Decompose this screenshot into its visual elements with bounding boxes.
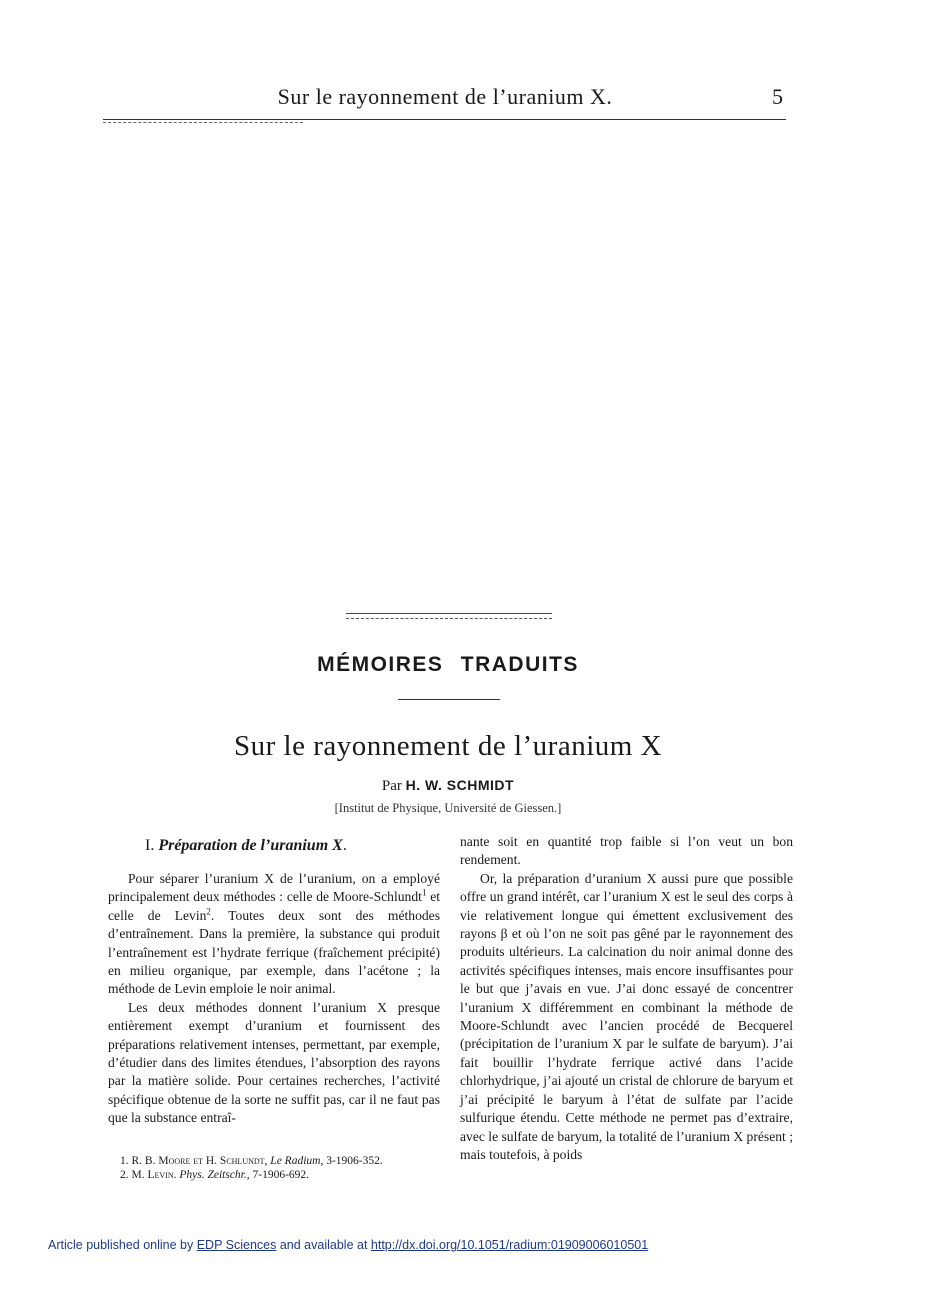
footnote-ref-1: 1 <box>421 887 427 898</box>
footnote-ref-2: 2 <box>206 906 211 917</box>
running-header-title: Sur le rayonnement de l’uranium X. <box>277 84 613 109</box>
subsection-trailing: . <box>342 837 347 854</box>
footnote-journal: Le Radium, <box>270 1155 324 1167</box>
edp-sciences-link[interactable]: EDP Sciences <box>196 1238 277 1252</box>
left-paragraph-2: Les deux méthodes donnent l’uranium X presque entièrement exempt d’uranium et fournissent des préparations relativement intenses, permettant, par exemple, d’étudier dans des limites étendues, l’absorption des rayons par la matière solide. Pour certaines recherches, l’activité spécifique obtenue de la sorte ne suffit pas, car il ne faut pas que la substance entraî- <box>108 999 440 1126</box>
footnote-reference: 3-1906-352. <box>326 1155 383 1167</box>
publisher-notice-text-middle: and available at <box>276 1238 371 1252</box>
subsection-heading <box>145 837 347 855</box>
publisher-notice-text: Article published online by <box>48 1238 197 1252</box>
header-rule-dashed <box>103 122 303 123</box>
left-paragraph-1-part-b: et celle de Levin <box>108 889 440 923</box>
section-heading: MÉMOIRES TRADUITS <box>317 653 579 676</box>
footnote-2 <box>120 1168 383 1182</box>
section-heading-rule <box>398 699 500 700</box>
publisher-notice <box>48 1238 648 1252</box>
footnote-authors: R. B. Moore et H. Schlundt, <box>131 1155 268 1167</box>
footnote-number: 1. <box>120 1155 129 1167</box>
left-paragraph-1-part-a: Pour séparer l’uranium X de l’uranium, on a employé principalement deux méthodes : celle de Moore-Schlundt <box>108 871 440 905</box>
footnotes <box>120 1154 383 1182</box>
doi-link[interactable]: http://dx.doi.org/10.1051/radium:01909006010501 <box>370 1238 649 1252</box>
section-ornament-rule <box>346 613 552 614</box>
footnote-1 <box>120 1154 383 1168</box>
header-rule <box>103 119 786 120</box>
section-ornament-rule-dashed <box>346 618 552 619</box>
author-name: H. W. SCHMIDT <box>405 777 515 793</box>
byline <box>0 777 896 795</box>
footnote-number: 2. <box>120 1169 129 1181</box>
author-affiliation: [Institut de Physique, Université de Giessen.] <box>334 801 562 815</box>
subsection-number: I. <box>145 837 155 854</box>
right-column <box>460 833 793 1164</box>
right-paragraph-continuation: nante soit en quantité trop faible si l’on veut un bon rendement. <box>460 834 793 868</box>
byline-prefix: Par <box>381 778 402 794</box>
article-title: Sur le rayonnement de l’uranium X <box>233 730 663 762</box>
footnote-reference: 7-1906-692. <box>252 1169 310 1181</box>
left-column <box>108 870 440 1128</box>
right-paragraph-1: Or, la préparation d’uranium X aussi pure que possible offre un grand intérêt, car l’uranium X est le seul des corps à vie relativement longue qui émettent exclusivement des rayons β et où l’on ne soit pas gêné par le rayonnement des produits ultérieurs. La calcination du noir animal donne des activités spécifiques intenses, mais encore insuffisantes pour le but que j’avais en vue. J’ai donc essayé de concentrer l’uranium X différemment en combinant la méthode de Moore-Schlundt avec l’ancien procédé de Becquerel (précipitation de l’uranium X par le sulfate de baryum). J’ai fait bouillir l’hydrate ferrique activé dans l’acide chlorhydrique, j’ai ajouté un cristal de chlorure de baryum et j’ai précipité le baryum à l’état de sulfate par l’acide sulfurique étendu. Cette méthode ne permet pas d’extraire, avec le sulfate de baryum, la totalité de l’uranium X présent ; mais toutefois, à poids <box>460 870 793 1162</box>
footnote-journal: Phys. Zeitschr., <box>179 1169 250 1181</box>
page-number: 5 <box>772 84 783 109</box>
left-paragraph-1 <box>108 870 440 999</box>
left-paragraph-1-part-c: . Toutes deux sont des méthodes d’entraînement. Dans la première, la substance qui produit l’entraînement est l’hydrate ferrique (fraîchement précipité) en milieu organique, par exemple, dans l’acétone ; la méthode de Levin emploie le noir animal. <box>108 907 440 997</box>
footnote-authors: M. Levin. <box>131 1169 177 1181</box>
subsection-title: Préparation de l’uranium X <box>158 837 343 854</box>
